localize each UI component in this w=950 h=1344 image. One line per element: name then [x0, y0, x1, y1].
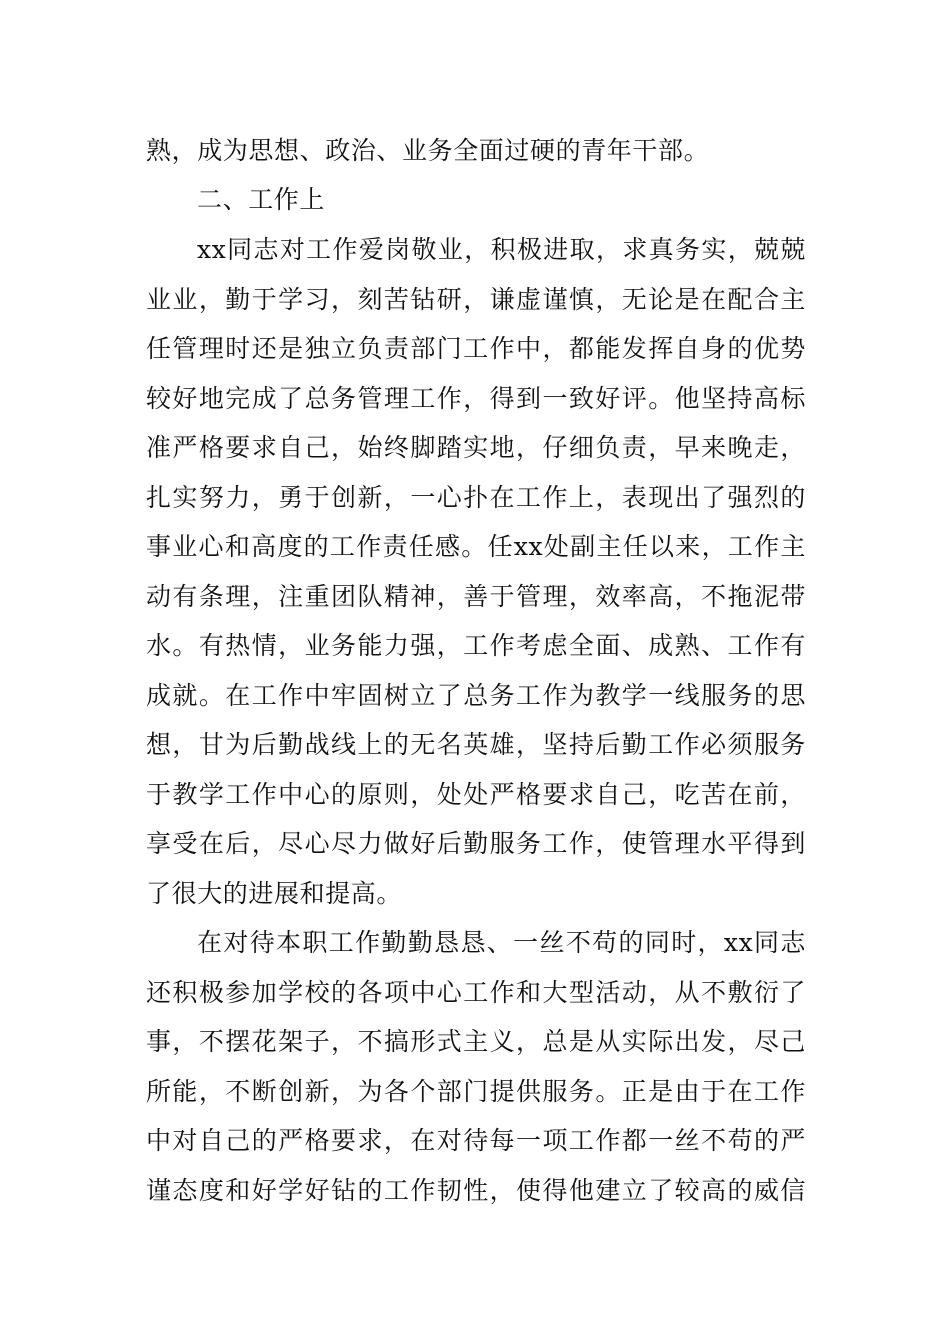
text-line: 动有条理，注重团队精神，善于管理，效率高，不拖泥带 [146, 582, 806, 611]
text-line: 享受在后，尽心尽力做好后勤服务工作，使管理水平得到 [146, 829, 806, 858]
text-line: 所能，不断创新，为各个部门提供服务。正是由于在工作 [146, 1077, 806, 1106]
text-line: 熟，成为思想、政治、业务全面过硬的青年干部。 [146, 136, 710, 165]
text-line: 事，不摆花架子，不搞形式主义，总是从实际出发，尽己 [146, 1027, 806, 1056]
text-line: 了很大的进展和提高。 [146, 879, 403, 908]
text-line: 谨态度和好学好钻的工作韧性，使得他建立了较高的威信 [146, 1176, 806, 1205]
text-line: 成就。在工作中牢固树立了总务工作为教学一线服务的思 [146, 681, 806, 710]
text-line: 准严格要求自己，始终脚踏实地，仔细负责，早来晚走， [146, 433, 806, 462]
text-line: 事业心和高度的工作责任感。任xx处副主任以来，工作主 [146, 532, 806, 561]
text-line: 水。有热情，业务能力强，工作考虑全面、成熟、工作有 [146, 631, 806, 660]
text-line: 想，甘为后勤战线上的无名英雄，坚持后勤工作必须服务 [146, 730, 806, 759]
section-heading: 二、工作上 [197, 185, 326, 214]
text-line: 于教学工作中心的原则，处处严格要求自己，吃苦在前， [146, 780, 806, 809]
text-line: 扎实努力，勇于创新，一心扑在工作上，表现出了强烈的 [146, 483, 806, 512]
text-line: 还积极参加学校的各项中心工作和大型活动，从不敷衍了 [146, 978, 806, 1007]
text-line: 业业，勤于学习，刻苦钻研，谦虚谨慎，无论是在配合主 [146, 285, 806, 314]
text-line: 较好地完成了总务管理工作，得到一致好评。他坚持高标 [146, 384, 806, 413]
text-line: 中对自己的严格要求，在对待每一项工作都一丝不苟的严 [146, 1126, 806, 1155]
text-line: 任管理时还是独立负责部门工作中，都能发挥自身的优势 [146, 334, 806, 363]
text-line: xx同志对工作爱岗敬业，积极进取，求真务实，兢兢 [197, 235, 806, 264]
text-line: 在对待本职工作勤勤恳恳、一丝不苟的同时，xx同志 [197, 928, 806, 957]
